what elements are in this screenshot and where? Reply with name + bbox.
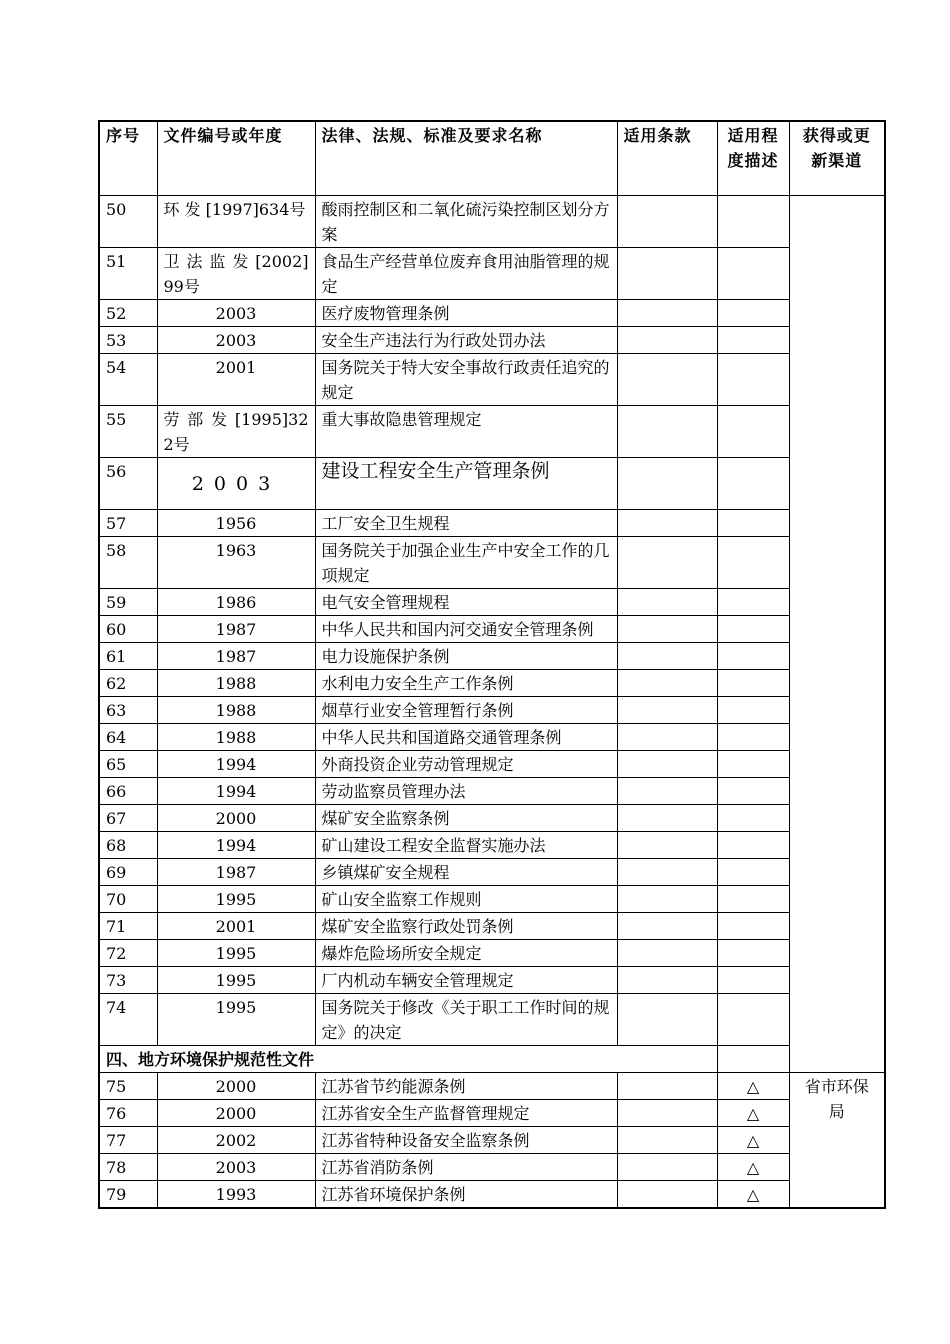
row-clauses [617, 510, 717, 537]
row-applicability [717, 406, 789, 458]
row-applicability [717, 832, 789, 859]
row-law-name: 酸雨控制区和二氧化硫污染控制区划分方案 [315, 196, 617, 248]
row-doc-number: 2003 [157, 327, 315, 354]
header-source: 获得或更新渠道 [789, 121, 885, 196]
row-applicability [717, 994, 789, 1046]
table-row [99, 940, 885, 967]
row-law-name: 建设工程安全生产管理条例 [315, 458, 617, 510]
row-seq: 54 [99, 354, 157, 406]
row-applicability [717, 458, 789, 510]
table-row [99, 913, 885, 940]
row-doc-number: 1987 [157, 643, 315, 670]
table-row [99, 327, 885, 354]
row-clauses [617, 458, 717, 510]
row-seq: 63 [99, 697, 157, 724]
row-clauses [617, 994, 717, 1046]
table-row [99, 300, 885, 327]
row-seq: 79 [99, 1181, 157, 1209]
row-law-name: 中华人民共和国道路交通管理条例 [315, 724, 617, 751]
triangle-mark-icon: △ [717, 1154, 789, 1181]
row-doc-number: 劳 部 发 [1995]322号 [157, 406, 315, 458]
row-seq: 61 [99, 643, 157, 670]
table-row [99, 1154, 885, 1181]
table-row [99, 670, 885, 697]
row-clauses [617, 406, 717, 458]
row-law-name: 安全生产违法行为行政处罚办法 [315, 327, 617, 354]
triangle-mark-icon: △ [717, 1100, 789, 1127]
row-clauses [617, 751, 717, 778]
row-seq: 68 [99, 832, 157, 859]
row-doc-number: 1956 [157, 510, 315, 537]
row-applicability [717, 913, 789, 940]
row-applicability [717, 354, 789, 406]
row-clauses [617, 724, 717, 751]
section-applicability [717, 1046, 789, 1073]
row-clauses [617, 886, 717, 913]
row-doc-number: 2003 [157, 300, 315, 327]
row-seq: 59 [99, 589, 157, 616]
table-row [99, 196, 885, 248]
row-applicability [717, 300, 789, 327]
row-law-name: 医疗废物管理条例 [315, 300, 617, 327]
row-seq: 53 [99, 327, 157, 354]
row-seq: 77 [99, 1127, 157, 1154]
row-doc-number: 卫 法 监 发 [2002]99号 [157, 248, 315, 300]
row-seq: 67 [99, 805, 157, 832]
row-seq: 65 [99, 751, 157, 778]
row-applicability [717, 778, 789, 805]
table-row [99, 1181, 885, 1209]
table-row [99, 724, 885, 751]
row-law-name: 重大事故隐患管理规定 [315, 406, 617, 458]
table-row [99, 1100, 885, 1127]
row-law-name: 煤矿安全监察条例 [315, 805, 617, 832]
header-clauses: 适用条款 [617, 121, 717, 196]
triangle-mark-icon: △ [717, 1181, 789, 1209]
row-seq: 55 [99, 406, 157, 458]
triangle-mark-icon: △ [717, 1073, 789, 1100]
row-applicability [717, 724, 789, 751]
table-row [99, 1073, 885, 1100]
row-seq: 73 [99, 967, 157, 994]
row-clauses [617, 196, 717, 248]
row-applicability [717, 886, 789, 913]
section-row [99, 1046, 885, 1073]
row-applicability [717, 967, 789, 994]
row-clauses [617, 1154, 717, 1181]
table-row [99, 697, 885, 724]
row-doc-number: 1987 [157, 616, 315, 643]
header-row [99, 121, 885, 196]
header-seq: 序号 [99, 121, 157, 196]
row-doc-number: 环 发 [1997]634号 [157, 196, 315, 248]
row-doc-number: 2000 [157, 1073, 315, 1100]
row-doc-number: 1994 [157, 832, 315, 859]
row-applicability [717, 589, 789, 616]
row-seq: 58 [99, 537, 157, 589]
triangle-mark-icon: △ [717, 1127, 789, 1154]
row-doc-number: 1986 [157, 589, 315, 616]
row-doc-number: 2000 [157, 805, 315, 832]
row-seq: 51 [99, 248, 157, 300]
table-row [99, 859, 885, 886]
row-doc-number: 1995 [157, 994, 315, 1046]
section-title: 四、地方环境保护规范性文件 [99, 1046, 717, 1073]
row-law-name: 国务院关于加强企业生产中安全工作的几项规定 [315, 537, 617, 589]
row-law-name: 爆炸危险场所安全规定 [315, 940, 617, 967]
row-clauses [617, 643, 717, 670]
row-law-name: 烟草行业安全管理暂行条例 [315, 697, 617, 724]
row-doc-number: 1995 [157, 940, 315, 967]
row-clauses [617, 832, 717, 859]
row-clauses [617, 967, 717, 994]
table-row [99, 994, 885, 1046]
row-seq: 78 [99, 1154, 157, 1181]
table-row [99, 458, 885, 510]
row-law-name: 工厂安全卫生规程 [315, 510, 617, 537]
row-seq: 69 [99, 859, 157, 886]
row-doc-number: 1994 [157, 778, 315, 805]
row-law-name: 外商投资企业劳动管理规定 [315, 751, 617, 778]
row-seq: 66 [99, 778, 157, 805]
row-law-name: 国务院关于特大安全事故行政责任追究的规定 [315, 354, 617, 406]
row-clauses [617, 1073, 717, 1100]
table-row [99, 354, 885, 406]
row-applicability [717, 643, 789, 670]
table-row [99, 643, 885, 670]
row-doc-number: 1988 [157, 697, 315, 724]
table-row [99, 805, 885, 832]
row-doc-number: 2003 [157, 1154, 315, 1181]
row-law-name: 矿山安全监察工作规则 [315, 886, 617, 913]
row-seq: 76 [99, 1100, 157, 1127]
row-clauses [617, 327, 717, 354]
row-seq: 52 [99, 300, 157, 327]
row-applicability [717, 940, 789, 967]
row-law-name: 江苏省环境保护条例 [315, 1181, 617, 1209]
row-source [789, 196, 885, 1073]
row-law-name: 乡镇煤矿安全规程 [315, 859, 617, 886]
header-doc-number: 文件编号或年度 [157, 121, 315, 196]
table-row [99, 616, 885, 643]
row-applicability [717, 616, 789, 643]
row-applicability [717, 248, 789, 300]
row-law-name: 食品生产经营单位废弃食用油脂管理的规定 [315, 248, 617, 300]
table-row [99, 589, 885, 616]
row-applicability [717, 327, 789, 354]
header-law-name: 法律、法规、标准及要求名称 [315, 121, 617, 196]
row-clauses [617, 1127, 717, 1154]
row-law-name: 江苏省消防条例 [315, 1154, 617, 1181]
row-seq: 74 [99, 994, 157, 1046]
row-doc-number: 2003 [157, 458, 315, 510]
row-doc-number: 2001 [157, 354, 315, 406]
row-doc-number: 1995 [157, 967, 315, 994]
row-applicability [717, 510, 789, 537]
table-body [99, 196, 885, 1209]
row-doc-number: 1995 [157, 886, 315, 913]
row-clauses [617, 354, 717, 406]
row-law-name: 江苏省节约能源条例 [315, 1073, 617, 1100]
row-seq: 64 [99, 724, 157, 751]
row-seq: 62 [99, 670, 157, 697]
row-law-name: 煤矿安全监察行政处罚条例 [315, 913, 617, 940]
row-seq: 50 [99, 196, 157, 248]
row-seq: 75 [99, 1073, 157, 1100]
row-seq: 57 [99, 510, 157, 537]
row-applicability [717, 859, 789, 886]
row-applicability [717, 196, 789, 248]
row-seq: 71 [99, 913, 157, 940]
row-law-name: 江苏省特种设备安全监察条例 [315, 1127, 617, 1154]
row-applicability [717, 537, 789, 589]
row-clauses [617, 589, 717, 616]
row-applicability [717, 697, 789, 724]
row-doc-number: 1988 [157, 724, 315, 751]
table-row [99, 832, 885, 859]
row-clauses [617, 940, 717, 967]
regulations-table [98, 120, 886, 1209]
row-clauses [617, 1100, 717, 1127]
row-applicability [717, 670, 789, 697]
row-seq: 56 [99, 458, 157, 510]
table-row [99, 510, 885, 537]
row-doc-number: 1993 [157, 1181, 315, 1209]
row-law-name: 水利电力安全生产工作条例 [315, 670, 617, 697]
table-row [99, 1127, 885, 1154]
row-clauses [617, 616, 717, 643]
row-seq: 70 [99, 886, 157, 913]
table-row [99, 406, 885, 458]
row-doc-number: 2001 [157, 913, 315, 940]
row-clauses [617, 248, 717, 300]
row-doc-number: 2002 [157, 1127, 315, 1154]
local-source: 省市环保局 [789, 1073, 885, 1209]
row-doc-number: 2000 [157, 1100, 315, 1127]
row-law-name: 矿山建设工程安全监督实施办法 [315, 832, 617, 859]
row-doc-number: 1994 [157, 751, 315, 778]
row-applicability [717, 751, 789, 778]
row-seq: 72 [99, 940, 157, 967]
row-clauses [617, 670, 717, 697]
row-doc-number: 1987 [157, 859, 315, 886]
row-clauses [617, 537, 717, 589]
row-clauses [617, 697, 717, 724]
row-law-name: 劳动监察员管理办法 [315, 778, 617, 805]
row-clauses [617, 913, 717, 940]
row-law-name: 电力设施保护条例 [315, 643, 617, 670]
table-row [99, 751, 885, 778]
table-row [99, 248, 885, 300]
row-law-name: 厂内机动车辆安全管理规定 [315, 967, 617, 994]
row-seq: 60 [99, 616, 157, 643]
table-row [99, 778, 885, 805]
row-law-name: 江苏省安全生产监督管理规定 [315, 1100, 617, 1127]
table-row [99, 886, 885, 913]
row-clauses [617, 859, 717, 886]
row-clauses [617, 778, 717, 805]
row-doc-number: 1963 [157, 537, 315, 589]
row-doc-number: 1988 [157, 670, 315, 697]
header-applicability: 适用程度描述 [717, 121, 789, 196]
table-row [99, 537, 885, 589]
row-applicability [717, 805, 789, 832]
row-law-name: 国务院关于修改《关于职工工作时间的规定》的决定 [315, 994, 617, 1046]
row-clauses [617, 1181, 717, 1209]
table-row [99, 967, 885, 994]
row-clauses [617, 300, 717, 327]
row-clauses [617, 805, 717, 832]
row-law-name: 中华人民共和国内河交通安全管理条例 [315, 616, 617, 643]
row-law-name: 电气安全管理规程 [315, 589, 617, 616]
